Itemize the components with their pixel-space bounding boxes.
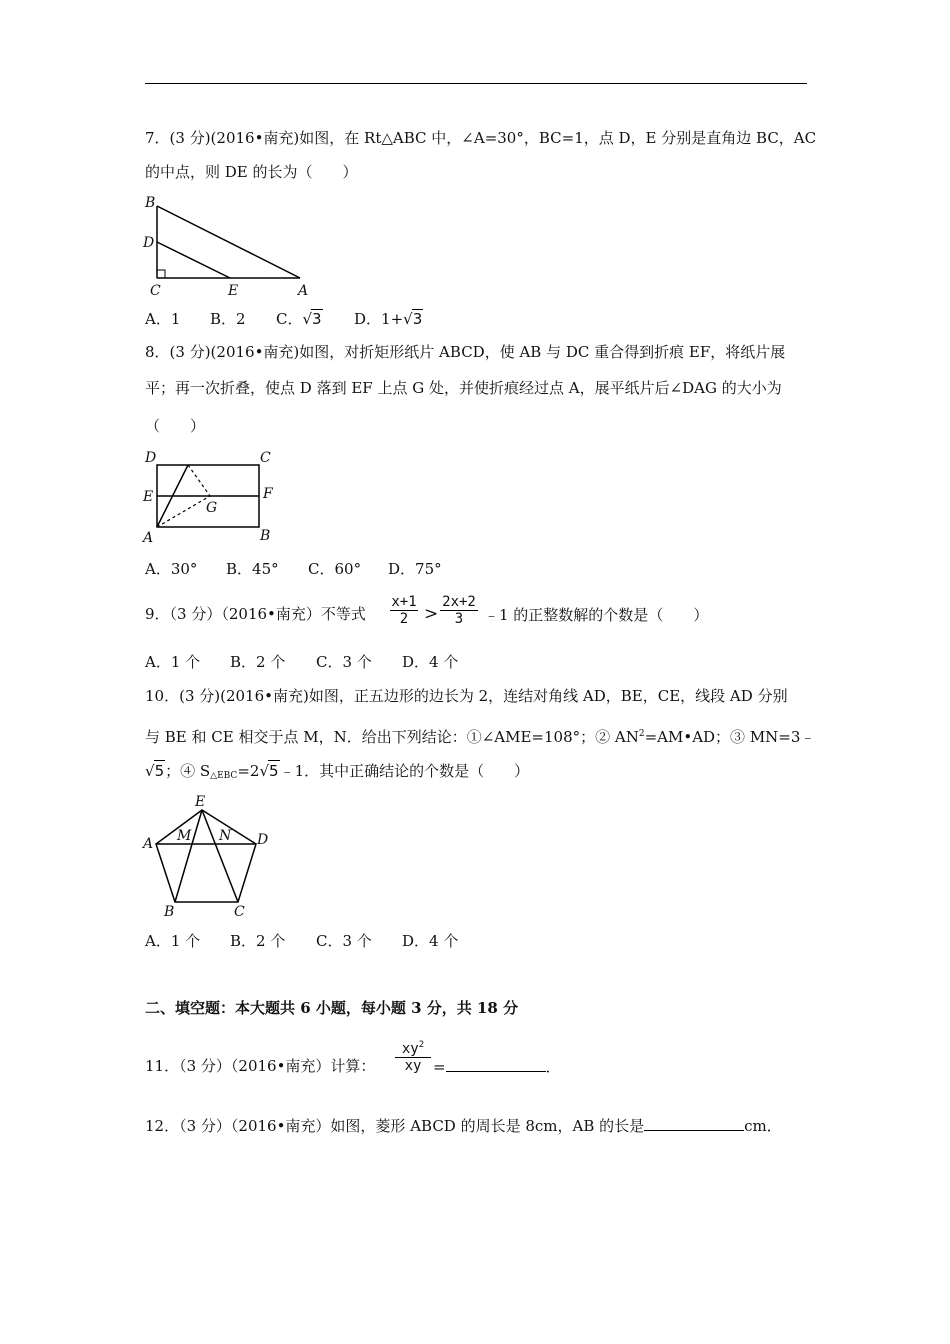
q7-option-d-radicand: 3 (412, 310, 423, 328)
q12-answer-blank[interactable] (644, 1115, 744, 1131)
q10-label-a: A (143, 836, 154, 852)
q8-option-a: A．30° (145, 560, 198, 578)
q9-option-b: B．2 个 (230, 653, 286, 671)
q7-option-b: B．2 (210, 310, 246, 328)
radical-sign: √ (302, 310, 313, 328)
q7-option-a: A．1 (145, 310, 181, 328)
q10-label-n: N (219, 828, 232, 844)
q9-fraction-2 (440, 594, 478, 627)
q9-option-d: D．4 个 (402, 653, 459, 671)
q9-option-c: C．3 个 (316, 653, 372, 671)
q9-suffix: ﹣1 的正整数解的个数是（ ） (484, 606, 709, 624)
q12-line (145, 1115, 782, 1136)
q8-line1: 8．(3 分)(2016•南充)如图，对折矩形纸片 ABCD，使 AB 与 DC 重合得到折痕 EF，将纸片展 (145, 343, 786, 361)
q8-label-e: E (143, 489, 154, 505)
q10-option-c: C．3 个 (316, 932, 372, 950)
q11-numerator-base: xy (401, 1041, 419, 1057)
q9-frac1-numerator: x+1 (391, 594, 417, 610)
q10-option-a: A．1 个 (145, 932, 201, 950)
radical-sign: √ (403, 310, 413, 328)
q7-option-c-label: C． (276, 310, 303, 328)
q10-label-e: E (195, 794, 206, 810)
q10-label-b: B (164, 904, 175, 920)
q8-label-f: F (263, 486, 273, 502)
q11-answer-blank[interactable] (446, 1056, 546, 1072)
q7-line1: 7．(3 分)(2016•南充)如图，在 Rt△ABC 中，∠A=30°，BC=1，点 D，E 分别是直角边 BC，AC (145, 129, 817, 147)
q8-label-b: B (260, 528, 271, 544)
q9-frac2-numerator: 2x+2 (440, 594, 478, 611)
q9-option-a: A．1 个 (145, 653, 201, 671)
q10-line2-post: =AM•AD；③ MN=3﹣ (644, 728, 816, 746)
q8-rectangle-figure (140, 448, 285, 548)
q7-label-a: A (298, 283, 309, 299)
q7-label-e: E (228, 283, 239, 299)
q10-line2-sup: 2 (638, 729, 645, 739)
q7-triangle-figure (140, 192, 320, 302)
q9-fraction-1 (390, 594, 418, 627)
q10-line3-c: ﹣1．其中正确结论的个数是（ ） (279, 762, 530, 780)
q11-equals: = (433, 1058, 446, 1076)
q10-line3-radicand-2: 5 (269, 762, 279, 780)
q11-denominator: xy (404, 1058, 422, 1074)
q12-unit: cm． (744, 1117, 782, 1135)
q11-prefix: 11．（3 分）（2016•南充）计算： (145, 1057, 376, 1075)
q7-line2: 的中点，则 DE 的长为（ ） (145, 163, 358, 181)
q8-option-d: D．75° (388, 560, 442, 578)
q11-fraction (395, 1040, 431, 1074)
q7-label-d: D (143, 235, 155, 251)
q8-label-c: C (260, 450, 271, 466)
q11-period: ． (545, 1058, 561, 1076)
q8-option-b: B．45° (226, 560, 279, 578)
q8-line2: 平；再一次折叠，使点 D 落到 EF 上点 G 处，并使折痕经过点 A，展平纸片后∠DAG 的大小为 (145, 379, 782, 397)
q7-option-c (276, 308, 323, 329)
q12-text: 12．（3 分）（2016•南充）如图，菱形 ABCD 的周长是 8cm，AB 的长是 (145, 1117, 645, 1135)
q9-prefix: 9．（3 分）（2016•南充）不等式 (145, 605, 366, 623)
q8-line3: （ ） (145, 417, 206, 435)
q8-label-a: A (143, 530, 154, 546)
q10-line3-sub: △EBC (210, 771, 238, 781)
q11-numerator-sup: 2 (418, 1040, 425, 1050)
q11-numerator (395, 1040, 431, 1058)
q10-line3-radicand-1: 5 (154, 762, 165, 780)
q7-option-d-label: D．1+ (354, 310, 404, 328)
section2-heading: 二、填空题：本大题共 6 小题，每小题 3 分，共 18 分 (145, 999, 519, 1017)
q10-option-b: B．2 个 (230, 932, 286, 950)
q10-label-d: D (257, 832, 269, 848)
q10-label-m: M (177, 828, 192, 844)
q10-line1: 10．(3 分)(2016•南充)如图，正五边形的边长为 2，连结对角线 AD，BE，CE，线段 AD 分别 (145, 687, 788, 705)
q9-frac1-denominator: 2 (399, 611, 409, 627)
radical-sign: √ (145, 762, 155, 780)
q8-label-g: G (206, 500, 218, 516)
q10-line3-a: ；④ S (165, 762, 211, 780)
q10-line2 (145, 724, 815, 747)
q10-line2-pre: 与 BE 和 CE 相交于点 M，N．给出下列结论：①∠AME=108°；② AN (145, 728, 639, 746)
q7-label-c: C (150, 283, 161, 299)
q10-option-d: D．4 个 (402, 932, 459, 950)
q10-line3 (145, 760, 529, 786)
q10-line3-b: =2 (237, 762, 260, 780)
header-rule (145, 83, 807, 84)
q7-option-d (354, 308, 423, 329)
q8-option-c: C．60° (308, 560, 362, 578)
q9-frac2-denominator: 3 (454, 611, 464, 627)
q8-label-d: D (145, 450, 157, 466)
radical-sign: √ (259, 762, 270, 780)
q9-gt-sign: > (424, 604, 439, 624)
q11-answer (433, 1056, 561, 1077)
q7-label-b: B (145, 195, 156, 211)
q7-option-c-radicand: 3 (312, 310, 322, 328)
q10-pentagon-figure (140, 790, 280, 922)
q10-label-c: C (234, 904, 245, 920)
